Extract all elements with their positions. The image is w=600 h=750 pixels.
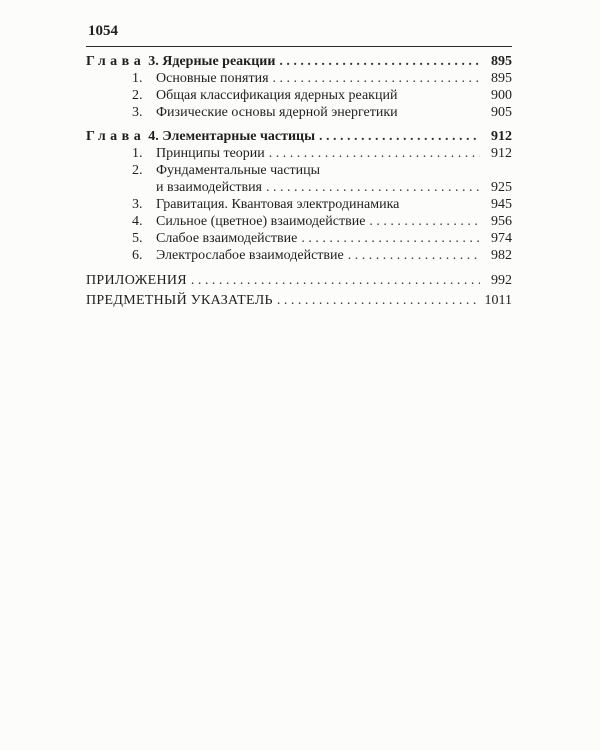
chapter-title: 3. Ядерные реакции (148, 54, 276, 69)
dot-leader (301, 230, 480, 247)
toc-subject-index[interactable] (86, 292, 512, 309)
section-number: 1. (132, 71, 143, 86)
section-page: 900 (491, 88, 512, 103)
dot-leader (191, 272, 480, 289)
toc-section-4-2[interactable] (86, 162, 512, 196)
toc-section-4-1[interactable] (86, 145, 512, 162)
toc-appendices[interactable] (86, 272, 512, 289)
chapter-label: Глава (86, 54, 146, 69)
header-rule (86, 46, 512, 47)
section-title-line2: и взаимодействия (156, 180, 262, 195)
dot-leader (319, 128, 480, 145)
section-title: Принципы теории (156, 146, 265, 161)
appendices-page: 992 (491, 273, 512, 288)
section-number: 1. (132, 146, 143, 161)
section-number: 6. (132, 248, 143, 263)
section-page: 925 (491, 180, 512, 195)
chapter-label: Глава (86, 129, 146, 144)
section-page: 974 (491, 231, 512, 246)
section-page: 945 (491, 197, 512, 212)
dot-leader (273, 70, 480, 87)
toc-chapter-3[interactable] (86, 53, 512, 70)
section-title-line1: Фундаментальные частицы (156, 163, 321, 178)
toc-section-4-4[interactable] (86, 213, 512, 230)
chapter-page: 895 (491, 54, 512, 69)
chapter-title: 4. Элементарные частицы (148, 129, 316, 144)
section-page: 982 (491, 248, 512, 263)
section-title: Гравитация. Квантовая электродинамика (156, 197, 400, 212)
dot-leader (277, 292, 480, 309)
toc-chapter-4[interactable] (86, 128, 512, 145)
section-title: Сильное (цветное) взаимодействие (156, 214, 366, 229)
section-number: 3. (132, 105, 143, 120)
dot-leader (266, 179, 480, 196)
dot-leader (279, 53, 480, 70)
section-number: 2. (132, 163, 143, 178)
section-title: Электрослабое взаимодействие (156, 248, 344, 263)
toc-section-4-5[interactable] (86, 230, 512, 247)
section-number: 5. (132, 231, 143, 246)
dot-leader (348, 247, 480, 264)
toc-section-3-3[interactable] (86, 104, 512, 121)
toc-section-4-6[interactable] (86, 247, 512, 264)
dot-leader (369, 213, 480, 230)
table-of-contents (86, 53, 512, 309)
section-title: Физические основы ядерной энергетики (156, 105, 398, 120)
toc-section-3-2[interactable] (86, 87, 512, 104)
page-number: 1054 (88, 23, 118, 39)
section-number: 4. (132, 214, 143, 229)
toc-section-4-3[interactable] (86, 196, 512, 213)
section-page: 956 (491, 214, 512, 229)
dot-leader (269, 145, 480, 162)
subject-index-title: ПРЕДМЕТНЫЙ УКАЗАТЕЛЬ (86, 293, 273, 308)
section-page: 905 (491, 105, 512, 120)
chapter-page: 912 (491, 129, 512, 144)
section-title: Общая классификация ядерных реакций (156, 88, 398, 103)
section-title: Слабое взаимодействие (156, 231, 298, 246)
section-page: 895 (491, 71, 512, 86)
toc-section-3-1[interactable] (86, 70, 512, 87)
subject-index-page: 1011 (484, 293, 512, 308)
page-content (86, 22, 512, 309)
section-page: 912 (491, 146, 512, 161)
section-number: 2. (132, 88, 143, 103)
section-number: 3. (132, 197, 143, 212)
section-title: Основные понятия (156, 71, 269, 86)
appendices-title: ПРИЛОЖЕНИЯ (86, 273, 187, 288)
